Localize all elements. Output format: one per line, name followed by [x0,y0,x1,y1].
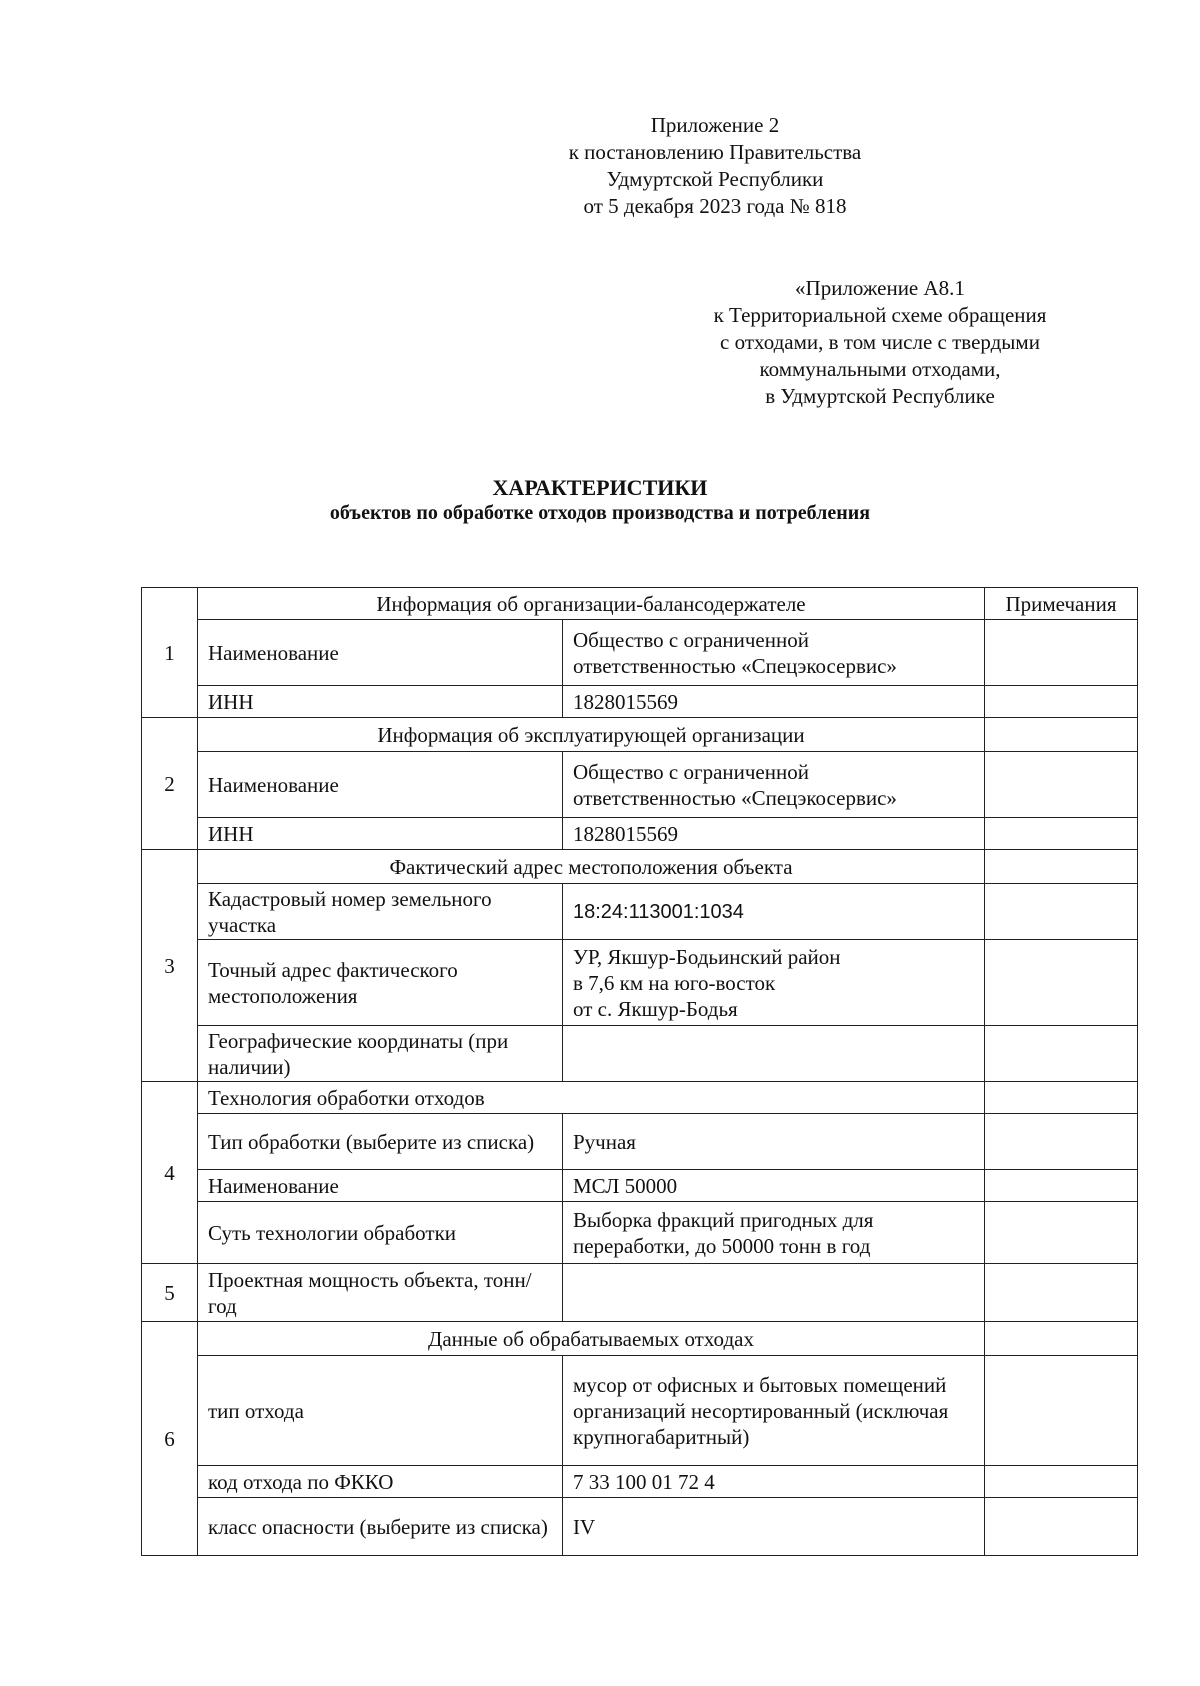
address-line: УР, Якшур-Бодьинский район [573,944,841,969]
table-row [142,940,1138,1026]
field-value: МСЛ 50000 [563,1170,985,1202]
document-title: ХАРАКТЕРИСТИКИ [492,475,708,500]
field-value: Общество с ограниченной ответственностью «Спецэкосервис» [563,620,985,686]
table-row [142,588,1138,620]
appendix-a81-line: к Территориальной схеме обращения [713,303,1047,327]
field-label: Наименование [198,1170,563,1202]
appendix-a81-line: коммунальными отходами, [759,357,1001,381]
field-label: тип отхода [198,1356,563,1466]
notes-cell [985,1322,1138,1356]
notes-cell [985,1082,1138,1114]
field-label: Точный адрес фактического местоположения [198,940,563,1026]
notes-cell [985,1170,1138,1202]
document-subtitle: объектов по обработке отходов производства и потребления [329,502,871,524]
field-value [563,1264,985,1322]
field-value [563,1026,985,1082]
notes-cell [985,818,1138,850]
notes-cell [985,718,1138,752]
section-header: Информация об эксплуатирующей организации [198,718,985,752]
appendix-2-line: к постановлению Правительства [568,140,862,164]
appendix-2-block [515,112,915,220]
field-value: 18:24:113001:1034 [563,884,985,940]
table-row [142,1264,1138,1322]
table-row [142,752,1138,818]
section-number: 1 [142,588,198,718]
notes-cell [985,620,1138,686]
characteristics-table [141,587,1138,1556]
field-label: Наименование [198,752,563,818]
notes-cell [985,752,1138,818]
table-row [142,1498,1138,1556]
notes-cell [985,1356,1138,1466]
table-row [142,818,1138,850]
notes-cell [985,1114,1138,1170]
table-row [142,884,1138,940]
section-header: Информация об организации-балансодержателе [198,588,985,620]
notes-cell [985,884,1138,940]
notes-cell [985,1026,1138,1082]
appendix-2-line: Удмуртской Республики [606,167,824,191]
field-value [563,940,985,1026]
section-header: Данные об обрабатываемых отходах [198,1322,985,1356]
table-row [142,1114,1138,1170]
field-value: IV [563,1498,985,1556]
table-row [142,620,1138,686]
table-row [142,1170,1138,1202]
appendix-a81-line: с отходами, в том числе с твердыми [720,330,1040,354]
table-row [142,1466,1138,1498]
section-header: Фактический адрес местоположения объекта [198,850,985,884]
field-label: ИНН [198,818,563,850]
notes-cell [985,1264,1138,1322]
notes-cell [985,686,1138,718]
field-value: Выборка фракций пригодных для переработки, до 50000 тонн в год [563,1202,985,1264]
table-row [142,1356,1138,1466]
appendix-a81-line: в Удмуртской Республике [765,384,995,408]
field-label: код отхода по ФККО [198,1466,563,1498]
section-number: 6 [142,1322,198,1556]
table-row [142,1026,1138,1082]
field-value: Общество с ограниченной ответственностью «Спецэкосервис» [563,752,985,818]
notes-cell [985,940,1138,1026]
table-row [142,718,1138,752]
field-label: Проектная мощность объекта, тонн/год [198,1264,563,1322]
field-value: 7 33 100 01 72 4 [563,1466,985,1498]
field-label: класс опасности (выберите из списка) [198,1498,563,1556]
section-number: 5 [142,1264,198,1322]
field-label: Тип обработки (выберите из списка) [198,1114,563,1170]
section-header: Технология обработки отходов [198,1082,985,1114]
table-row [142,1322,1138,1356]
field-label: Географические координаты (при наличии) [198,1026,563,1082]
appendix-a81-block [660,275,1100,410]
field-value: 1828015569 [563,686,985,718]
notes-cell [985,1202,1138,1264]
notes-column-header: Примечания [985,588,1138,620]
section-number: 4 [142,1082,198,1264]
notes-cell [985,1498,1138,1556]
address-line: от с. Якшур-Бодья [573,996,738,1021]
section-number: 3 [142,850,198,1082]
table-row [142,686,1138,718]
appendix-2-line: Приложение 2 [650,113,780,137]
section-number: 2 [142,718,198,850]
appendix-2-line: от 5 декабря 2023 года № 818 [583,194,847,218]
field-label: Кадастровый номер земельного участка [198,884,563,940]
notes-cell [985,850,1138,884]
field-label: Наименование [198,620,563,686]
field-label: Суть технологии обработки [198,1202,563,1264]
notes-cell [985,1466,1138,1498]
table-row [142,1082,1138,1114]
table-row [142,850,1138,884]
field-label: ИНН [198,686,563,718]
address-line: в 7,6 км на юго-восток [573,970,776,995]
appendix-a81-line: «Приложение А8.1 [795,276,965,300]
field-value: мусор от офисных и бытовых помещений организаций несортированный (исключая крупногабаритный) [563,1356,985,1466]
field-value: 1828015569 [563,818,985,850]
table-row [142,1202,1138,1264]
field-value: Ручная [563,1114,985,1170]
